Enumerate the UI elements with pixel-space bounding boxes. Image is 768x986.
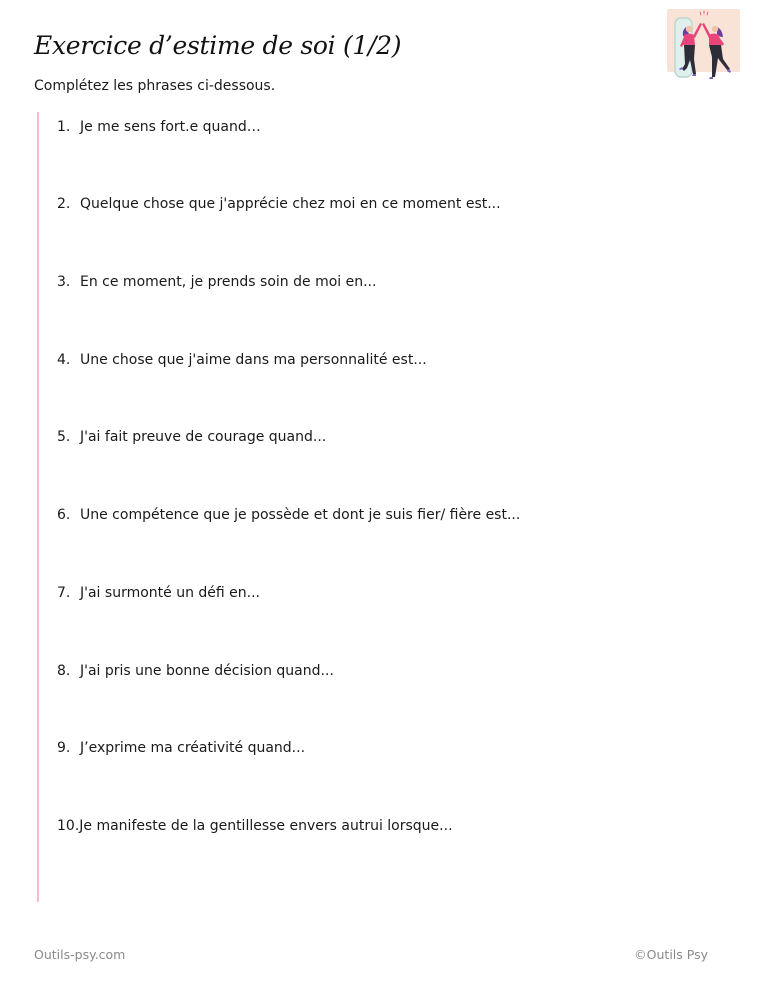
prompt-number: 5. <box>57 429 71 445</box>
prompt-number: 6. <box>57 507 71 523</box>
prompt-number: 4. <box>57 352 71 368</box>
prompt-text: J'ai surmonté un défi en... <box>80 585 261 601</box>
prompt-text: J'ai fait preuve de courage quand... <box>80 429 327 445</box>
prompt-number: 8. <box>57 663 71 679</box>
prompt-text: Une chose que j'aime dans ma personnalité est... <box>80 352 427 368</box>
prompt-number: 3. <box>57 274 71 290</box>
page-title: Exercice d’estime de soi (1/2) <box>34 31 402 60</box>
prompt-text: Quelque chose que j'apprécie chez moi en ce moment est... <box>80 196 501 212</box>
prompt-item <box>57 661 334 681</box>
footer-site-name: Outils-psy.com <box>34 947 126 962</box>
prompt-number: 1. <box>57 119 71 135</box>
prompt-number: 9. <box>57 740 71 756</box>
prompt-text: J'ai pris une bonne décision quand... <box>80 663 334 679</box>
prompt-number: 10. <box>57 818 80 834</box>
prompt-item <box>57 738 305 758</box>
footer-copyright: ©Outils Psy <box>634 947 708 962</box>
prompt-item <box>57 194 501 214</box>
prompt-item <box>57 427 326 447</box>
prompt-text: Je me sens fort.e quand… <box>80 119 261 135</box>
prompt-item <box>57 117 261 137</box>
instruction-text: Complétez les phrases ci-dessous. <box>34 78 276 94</box>
mirror-high-five-illustration <box>664 6 744 84</box>
prompt-text: Une compétence que je possède et dont je suis fier/ fière est... <box>80 507 521 523</box>
prompt-item <box>57 505 520 525</box>
prompt-number: 2. <box>57 196 71 212</box>
prompt-text: Je manifeste de la gentillesse envers autrui lorsque... <box>79 818 453 834</box>
prompt-text: En ce moment, je prends soin de moi en... <box>80 274 377 290</box>
prompt-item <box>57 272 376 292</box>
prompt-item <box>57 583 260 603</box>
prompt-text: J’exprime ma créativité quand... <box>80 740 306 756</box>
accent-vertical-rule <box>37 112 39 902</box>
prompt-item <box>57 350 427 370</box>
prompt-item <box>57 816 453 836</box>
prompt-number: 7. <box>57 585 71 601</box>
